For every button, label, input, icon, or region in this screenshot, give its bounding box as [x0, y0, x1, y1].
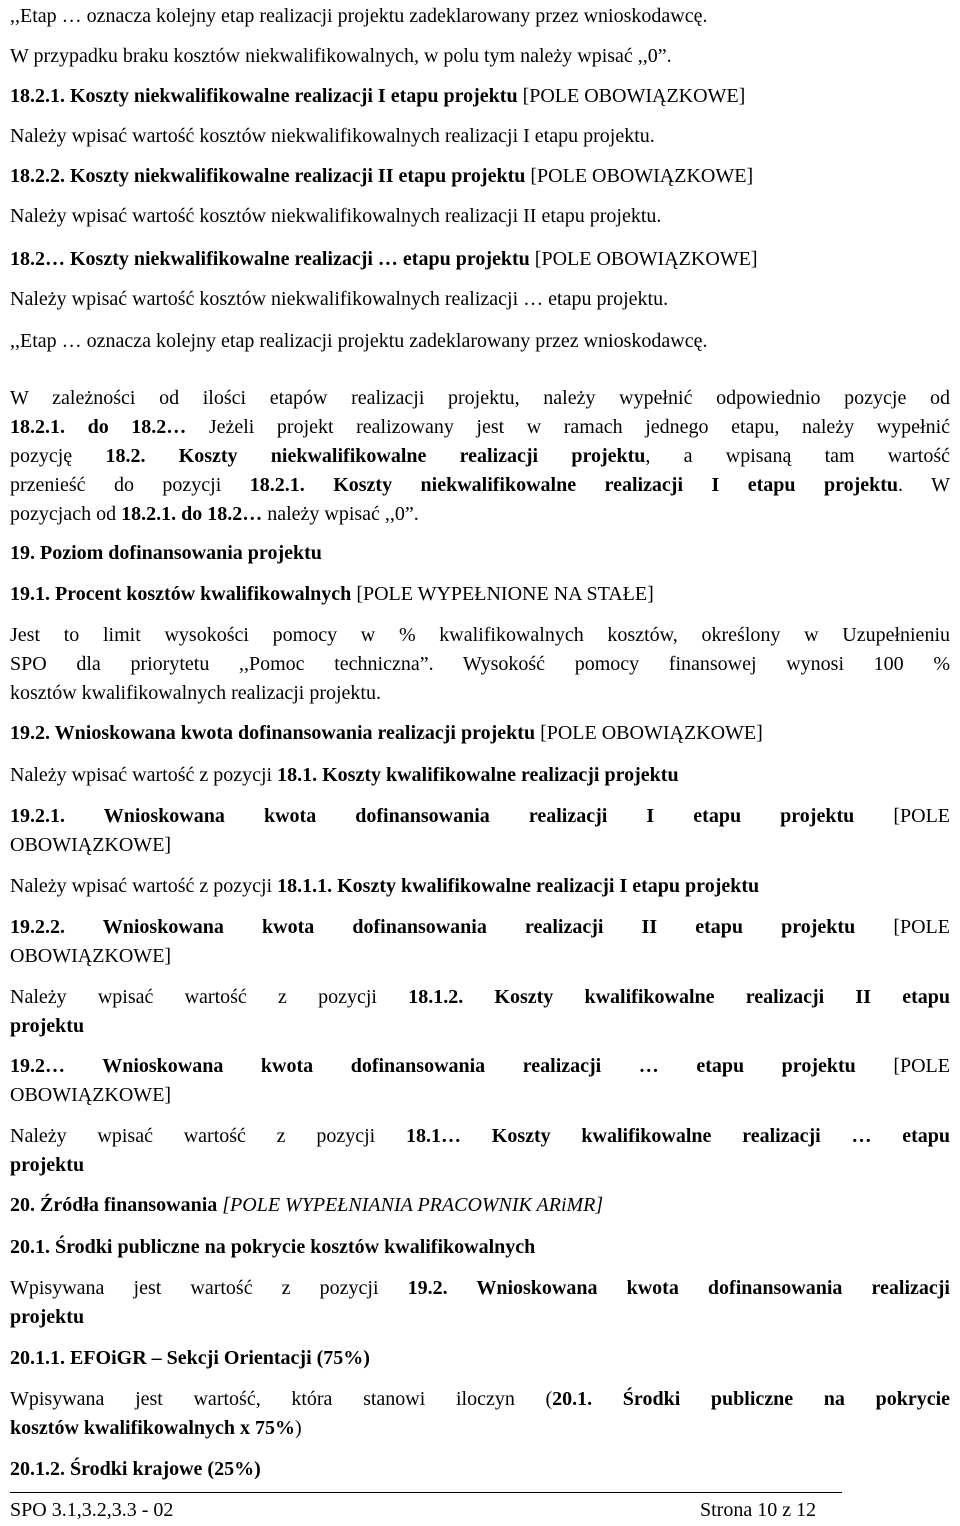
etap-note: ,,Etap … oznacza kolejny etap realizacji projektu zadeklarowany przez wnioskodawcę.: [10, 5, 708, 27]
etap-note-2: ,,Etap … oznacza kolejny etap realizacji projektu zadeklarowany przez wnioskodawcę.: [10, 330, 708, 352]
desc-20-1-line1: Wpisywana jest wartość z pozycji 19.2. Wnioskowana kwota dofinansowania realizacji: [10, 1277, 950, 1299]
paragraph-stages-line2: 18.2.1. do 18.2… Jeżeli projekt realizowany jest w ramach jednego etapu, należy wypełnić: [10, 416, 951, 438]
desc-19-2-2-line1: Należy wpisać wartość z pozycji 18.1.2. Koszty kwalifikowalne realizacji II etapu: [10, 986, 950, 1008]
paragraph-stages-line3: pozycję 18.2. Koszty niekwalifikowalne realizacji projektu, a wpisaną tam wartość: [10, 445, 950, 467]
heading-19: 19. Poziom dofinansowania projektu: [10, 542, 322, 564]
heading-20-1-2: 20.1.2. Środki krajowe (25%): [10, 1458, 261, 1480]
heading-19-2-2-line2: OBOWIĄZKOWE]: [10, 945, 172, 967]
heading-20: 20. Źródła finansowania [POLE WYPEŁNIANIA PRACOWNIK ARiMR]: [10, 1194, 604, 1216]
heading-19-1: 19.1. Procent kosztów kwalifikowalnych [POLE WYPEŁNIONE NA STAŁE]: [10, 583, 654, 605]
no-cost-note: W przypadku braku kosztów niekwalifikowalnych, w polu tym należy wpisać ,,0”.: [10, 45, 672, 67]
heading-18-2-1: 18.2.1. Koszty niekwalifikowalne realizacji I etapu projektu [POLE OBOWIĄZKOWE]: [10, 85, 746, 107]
paragraph-stages-line4: przenieść do pozycji 18.2.1. Koszty niekwalifikowalne realizacji I etapu projektu. W: [10, 474, 950, 496]
desc-19-2-x-line2: projektu: [10, 1154, 85, 1176]
heading-20-1-1: 20.1.1. EFOiGR – Sekcji Orientacji (75%): [10, 1347, 370, 1369]
footer-document-code: SPO 3.1,3.2,3.3 - 02: [10, 1499, 174, 1521]
heading-19-2-x-line2: OBOWIĄZKOWE]: [10, 1084, 172, 1106]
desc-19-2: Należy wpisać wartość z pozycji 18.1. Koszty kwalifikowalne realizacji projektu: [10, 764, 679, 786]
desc-19-2-x-line1: Należy wpisać wartość z pozycji 18.1… Koszty kwalifikowalne realizacji … etapu: [10, 1125, 951, 1147]
heading-19-2-2-line1: 19.2.2. Wnioskowana kwota dofinansowania realizacji II etapu projektu [POLE: [10, 916, 950, 938]
heading-18-2-2: 18.2.2. Koszty niekwalifikowalne realizacji II etapu projektu [POLE OBOWIĄZKOWE]: [10, 165, 754, 187]
desc-18-2-2: Należy wpisać wartość kosztów niekwalifikowalnych realizacji II etapu projektu.: [10, 205, 662, 227]
heading-19-2-1-line1: 19.2.1. Wnioskowana kwota dofinansowania realizacji I etapu projektu [POLE: [10, 805, 950, 827]
desc-20-1-line2: projektu: [10, 1306, 85, 1328]
paragraph-limit-line2: SPO dla priorytetu ,,Pomoc techniczna”. Wysokość pomocy finansowej wynosi 100 %: [10, 653, 950, 675]
desc-19-2-1: Należy wpisać wartość z pozycji 18.1.1. Koszty kwalifikowalne realizacji I etapu projektu: [10, 875, 760, 897]
heading-19-2-x-line1: 19.2… Wnioskowana kwota dofinansowania realizacji … etapu projektu [POLE: [10, 1055, 950, 1077]
paragraph-stages-line5: pozycjach od 18.2.1. do 18.2… należy wpisać ,,0”.: [10, 503, 419, 525]
paragraph-limit-line1: Jest to limit wysokości pomocy w % kwalifikowalnych kosztów, określony w Uzupełnieniu: [10, 624, 950, 646]
heading-20-1: 20.1. Środki publiczne na pokrycie kosztów kwalifikowalnych: [10, 1236, 536, 1258]
heading-19-2-1-line2: OBOWIĄZKOWE]: [10, 834, 172, 856]
desc-19-2-2-line2: projektu: [10, 1015, 85, 1037]
desc-20-1-1-line2: kosztów kwalifikowalnych x 75%): [10, 1417, 302, 1439]
desc-18-2-1: Należy wpisać wartość kosztów niekwalifikowalnych realizacji I etapu projektu.: [10, 125, 655, 147]
paragraph-stages-line1: W zależności od ilości etapów realizacji projektu, należy wypełnić odpowiednio pozycje od: [10, 387, 950, 409]
footer-page-number: Strona 10 z 12: [700, 1499, 817, 1521]
desc-20-1-1-line1: Wpisywana jest wartość, która stanowi iloczyn (20.1. Środki publiczne na pokrycie: [10, 1388, 951, 1410]
heading-18-2-x: 18.2… Koszty niekwalifikowalne realizacji … etapu projektu [POLE OBOWIĄZKOWE]: [10, 248, 758, 270]
paragraph-limit-line3: kosztów kwalifikowalnych realizacji projektu.: [10, 682, 381, 704]
footer-divider: [10, 1492, 842, 1493]
heading-19-2: 19.2. Wnioskowana kwota dofinansowania realizacji projektu [POLE OBOWIĄZKOWE]: [10, 722, 763, 744]
desc-18-2-x: Należy wpisać wartość kosztów niekwalifikowalnych realizacji … etapu projektu.: [10, 288, 669, 310]
